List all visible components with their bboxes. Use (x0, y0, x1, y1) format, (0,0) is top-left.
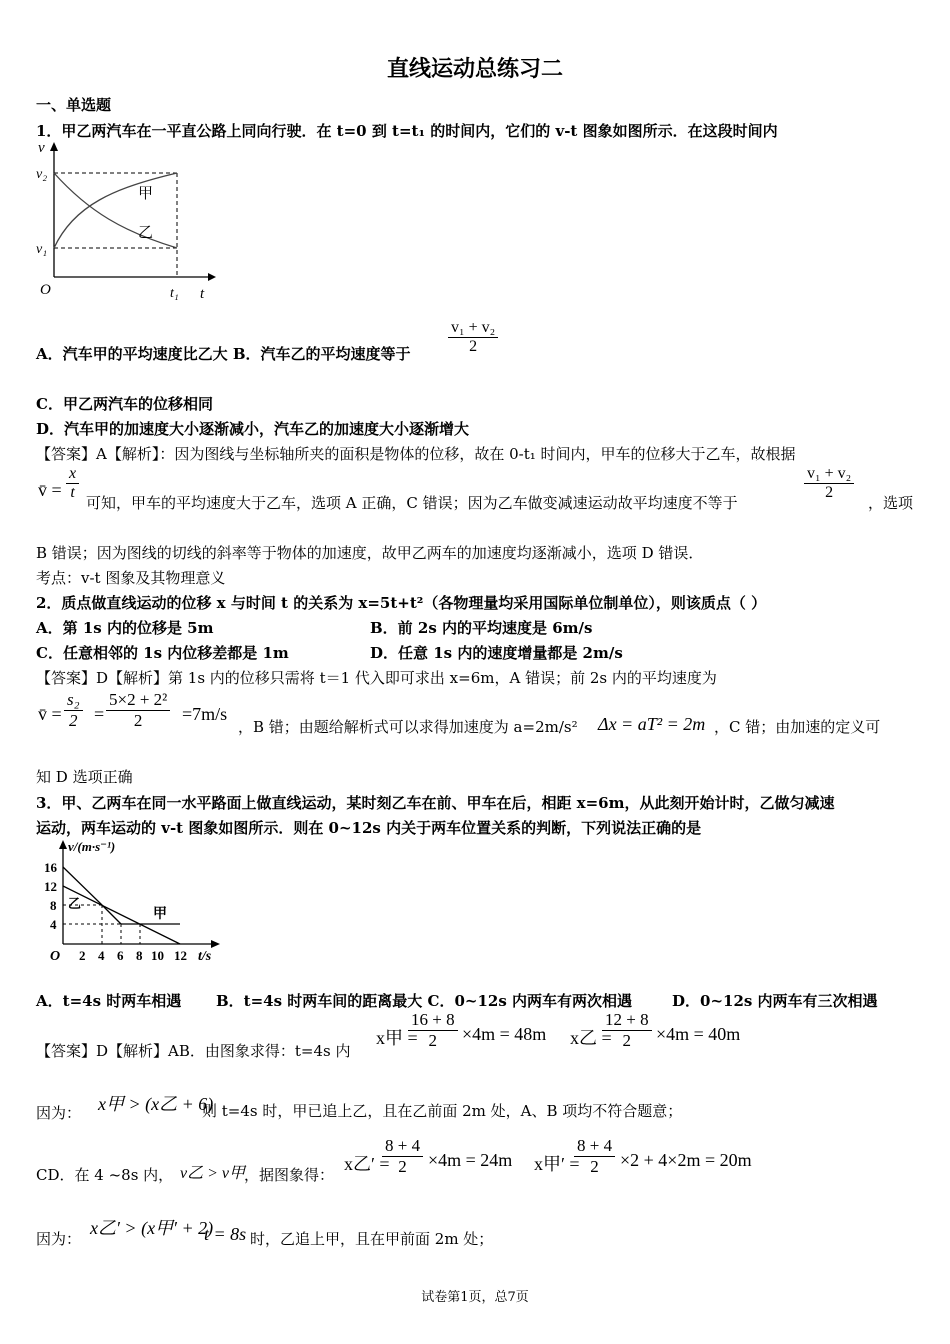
q3-eq1-den: 2 (408, 1030, 458, 1051)
q3-xtick-12: 12 (174, 948, 187, 963)
q2-option-b: B．前 2s 内的平均速度是 6m/s (370, 619, 593, 637)
q2-option-d: D．任意 1s 内的速度增量都是 2m/s (370, 644, 623, 662)
q1-curve-yi (54, 173, 177, 248)
q3-eq1-res: ×4m = 48m (462, 1024, 547, 1044)
q1-option-b-den: 2 (448, 337, 498, 356)
q2-eq-frac1-num: s₂ (67, 690, 80, 709)
q2-eq-frac2-den: 2 (106, 710, 170, 731)
q3-answer-line2-eq: x甲 > (x乙 + 6) (98, 1094, 214, 1114)
q3-option-b-c: B．t=4s 时两车间的距离最大 C．0~12s 内两车有两次相遇 (216, 992, 632, 1010)
q3-eq1-lhs: x甲 = (376, 1028, 418, 1048)
q2-eq-frac2-num: 5×2 + 2² (109, 690, 168, 709)
q2-answer-line1: 【答案】D【解析】第 1s 内的位移只需将 t＝1 代入即可求出 x=6m，A 错误；前 2s 内的平均速度为 (36, 669, 717, 687)
q3-ytick-4: 4 (50, 917, 57, 932)
q1-curve-jia (54, 173, 177, 248)
q1-label-jia: 甲 (138, 186, 154, 202)
q3-ytick-16: 16 (44, 860, 57, 875)
q1-option-c: C．甲乙两汽车的位移相同 (36, 395, 213, 413)
q2-stem: 2．质点做直线运动的位移 x 与时间 t 的关系为 x=5t+t²（各物理量均采用国际单位制单位），则该质点（ ） (36, 594, 767, 612)
q1-v-arrow (50, 142, 58, 151)
q3-eq3-frac (382, 1136, 423, 1177)
q3-ytick-12: 12 (44, 879, 57, 894)
q3-answer-line1: 【答案】D【解析】AB．由图象求得：t=4s 内 (36, 1042, 351, 1060)
q3-eq4-den: 2 (574, 1156, 615, 1177)
q3-eq4-frac (574, 1136, 615, 1177)
q1-label-v2: v₂ (36, 167, 48, 182)
q1-answer-eq-num: x (69, 465, 77, 482)
q2-answer-line2: ，B 错；由题给解析式可以求得加速度为 a=2m/s² (238, 718, 578, 736)
q1-option-b-fraction (448, 319, 498, 356)
q3-origin: O (50, 949, 61, 964)
q1-label-v1: v₁ (36, 242, 48, 257)
q3-eq2-res: ×4m = 40m (656, 1024, 741, 1044)
q1-label-yi: 乙 (138, 225, 154, 241)
q3-eq2-den: 2 (602, 1030, 652, 1051)
q3-eq3-lhs: x乙′ = (344, 1154, 390, 1174)
q1-answer-eq-frac (66, 465, 79, 502)
q3-xtick-4: 4 (98, 948, 105, 963)
q3-eq3-den: 2 (382, 1156, 423, 1177)
q3-stem-line2: 运动，两车运动的 v-t 图象如图所示．则在 0~12s 内关于两车位置关系的判断，下列说法正确的是 (36, 819, 702, 837)
q2-option-a: A．第 1s 内的位移是 5m (36, 619, 214, 637)
q3-answer-line2-pre: 因为： (36, 1104, 82, 1122)
q1-stem: 1．甲乙两汽车在一平直公路上同向行驶．在 t=0 到 t=t₁ 的时间内，它们的 v-t 图象如图所示．在这段时间内 (36, 122, 778, 140)
q1-answer-eq-den: t (66, 483, 79, 502)
q3-xtick-10: 10 (151, 948, 164, 963)
q3-vt-graph (36, 836, 226, 966)
q1-answer-frac2-den: 2 (804, 483, 854, 502)
q3-stem-line1: 3．甲、乙两车在同一水平路面上做直线运动，某时刻乙车在前、甲车在后，相距 x=6m，从此刻开始计时，乙做匀减速 (36, 794, 835, 812)
q2-eq-frac1-den: 2 (64, 710, 83, 731)
q3-line-jia-2 (102, 905, 121, 924)
q3-answer-line3-cmp: v乙 > v甲 (180, 1165, 246, 1182)
q3-eq4-num: 8 + 4 (577, 1136, 613, 1155)
q1-answer-frac2 (804, 465, 854, 502)
q2-eq-lhs: v̄ = (38, 704, 62, 724)
q1-label-t1: t₁ (170, 286, 179, 301)
q3-answer-line4-eq: x乙′ > (x甲′ + 2) (90, 1218, 214, 1238)
q3-eq1-frac (408, 1010, 458, 1051)
q3-ytick-8: 8 (50, 898, 57, 913)
q3-answer-line4-t: t = 8s (204, 1224, 247, 1244)
q3-label-jia: 甲 (153, 907, 167, 922)
q1-answer-eq-lhs: v̄ = (38, 480, 62, 500)
q1-option-d: D．汽车甲的加速度大小逐渐减小，汽车乙的加速度大小逐渐增大 (36, 420, 470, 438)
q3-option-a: A．t=4s 时两车相遇 (36, 992, 182, 1010)
q1-answer-line2: 可知，甲车的平均速度大于乙车，选项 A 正确，C 错误；因为乙车做变减速运动故平均速度不等于 (86, 494, 738, 512)
q2-answer-line2-end: ，C 错；由加速的定义可 (714, 718, 881, 736)
q3-eq3-res: ×4m = 24m (428, 1150, 513, 1170)
q2-eq-frac2 (106, 690, 170, 731)
q1-vt-graph (34, 140, 224, 305)
q1-label-t: t (200, 286, 205, 302)
q3-eq2-frac (602, 1010, 652, 1051)
q2-answer-line3: 知 D 选项正确 (36, 768, 133, 786)
q2-eq-frac1 (64, 690, 83, 731)
q3-label-yi: 乙 (68, 896, 82, 911)
q3-xtick-2: 2 (79, 948, 86, 963)
q1-answer-line2-end: ，选项 (868, 494, 914, 512)
q3-eq2-num: 12 + 8 (605, 1010, 649, 1029)
q3-answer-line4: 时，乙追上甲，且在甲前面 2m 处； (250, 1230, 494, 1248)
q3-xtick-6: 6 (117, 948, 124, 963)
q3-answer-line2: 则 t=4s 时，甲已追上乙，且在乙前面 2m 处，A、B 项均不符合题意； (202, 1102, 683, 1120)
q2-eq2: Δx = aT² = 2m (598, 714, 706, 734)
q3-eq3-num: 8 + 4 (385, 1136, 421, 1155)
q3-eq2-lhs: x乙 = (570, 1028, 612, 1048)
q1-option-a: A．汽车甲的平均速度比乙大 B．汽车乙的平均速度等于 (36, 345, 411, 363)
q3-ylabel: v/(m·s⁻¹) (68, 839, 116, 854)
q1-answer-line3: B 错误；因为图线的切线的斜率等于物体的加速度，故甲乙两车的加速度均逐渐减小，选项 D 错误． (36, 544, 704, 562)
q3-option-d: D．0~12s 内两车有三次相遇 (672, 992, 878, 1010)
q2-eq-result: =7m/s (182, 704, 228, 724)
q1-label-o: O (40, 282, 51, 298)
page-title: 直线运动总练习二 (386, 56, 563, 82)
q2-option-c: C．任意相邻的 1s 内位移差都是 1m (36, 644, 289, 662)
q1-label-v: v (38, 140, 45, 156)
q1-option-b-num: v₁ + v₂ (451, 319, 496, 336)
q3-eq1-num: 16 + 8 (411, 1010, 455, 1029)
q3-eq4-lhs: x甲′ = (534, 1154, 580, 1174)
section-heading: 一、单选题 (36, 96, 112, 114)
q1-answer-line1: 【答案】A【解析】：因为图线与坐标轴所夹的面积是物体的位移，故在 0-t₁ 时间内，甲车的位移大于乙车，故根据 (36, 445, 796, 463)
q3-xlabel: t/s (198, 949, 212, 964)
q3-t-arrow (211, 940, 220, 948)
q1-t-arrow (208, 273, 216, 281)
q3-answer-line3-pre: CD．在 4 ~8s 内， (36, 1166, 174, 1184)
q1-kaodian: 考点：v-t 图象及其物理意义 (36, 569, 226, 587)
q3-eq4-res: ×2 + 4×2m = 20m (620, 1150, 752, 1170)
q3-xtick-8: 8 (136, 948, 143, 963)
q2-eq-equals: = (94, 704, 105, 724)
q3-answer-line4-pre: 因为： (36, 1230, 82, 1248)
q3-answer-line3-mid: ，据图象得： (244, 1166, 335, 1184)
q3-v-arrow (59, 840, 67, 849)
q1-answer-frac2-num: v₁ + v₂ (807, 465, 852, 482)
page-footer: 试卷第1页，总7页 (421, 1290, 529, 1305)
